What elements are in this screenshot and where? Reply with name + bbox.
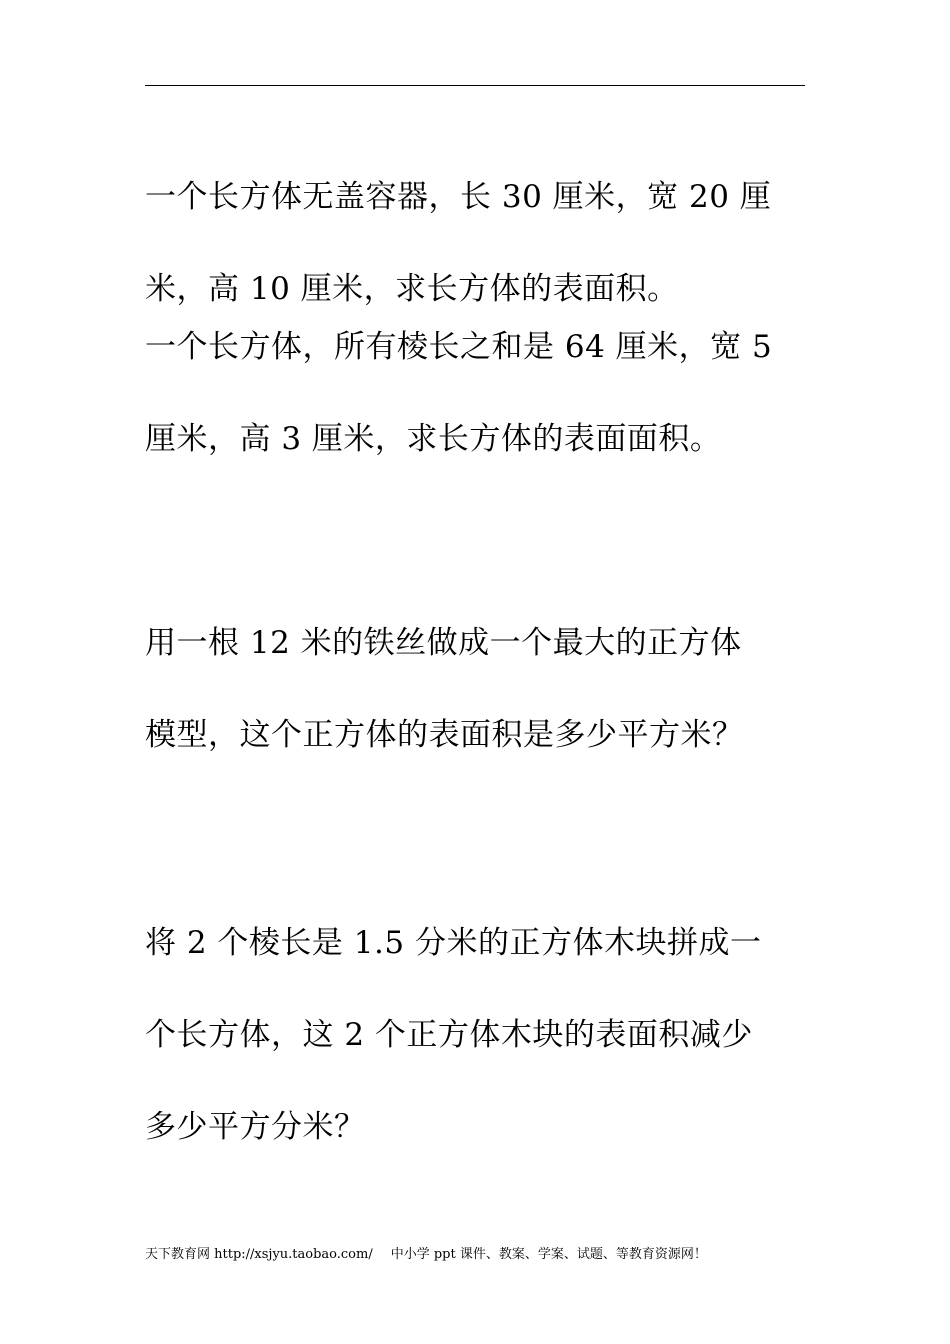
question-4 <box>145 874 810 1196</box>
question-line: 将 2 个棱长是 1.5 分米的正方体木块拼成一 <box>145 925 762 961</box>
question-line: 一个长方体，所有棱长之和是 64 厘米，宽 5 <box>145 329 773 365</box>
page-footer <box>145 1247 707 1263</box>
footer-slogan-text: 中小学 ppt 课件、教案、学案、试题、等教育资源网！ <box>390 1247 707 1262</box>
question-line: 用一根 12 米的铁丝做成一个最大的正方体 <box>145 625 742 661</box>
question-line: 个长方体，这 2 个正方体木块的表面积减少 <box>145 1017 753 1053</box>
question-line: 模型，这个正方体的表面积是多少平方米？ <box>145 717 744 753</box>
header-rule <box>145 85 805 86</box>
footer-site-text: 天下教育网 http://xsjyu.taobao.com/ <box>145 1247 373 1262</box>
question-line: 米，高 10 厘米，求长方体的表面积。 <box>145 271 679 307</box>
question-line: 一个长方体无盖容器，长 30 厘米，宽 20 厘 <box>145 179 772 215</box>
question-3 <box>145 574 810 804</box>
question-2 <box>145 278 810 508</box>
question-line: 多少平方分米？ <box>145 1109 366 1145</box>
question-line: 厘米，高 3 厘米，求长方体的表面面积。 <box>145 421 722 457</box>
